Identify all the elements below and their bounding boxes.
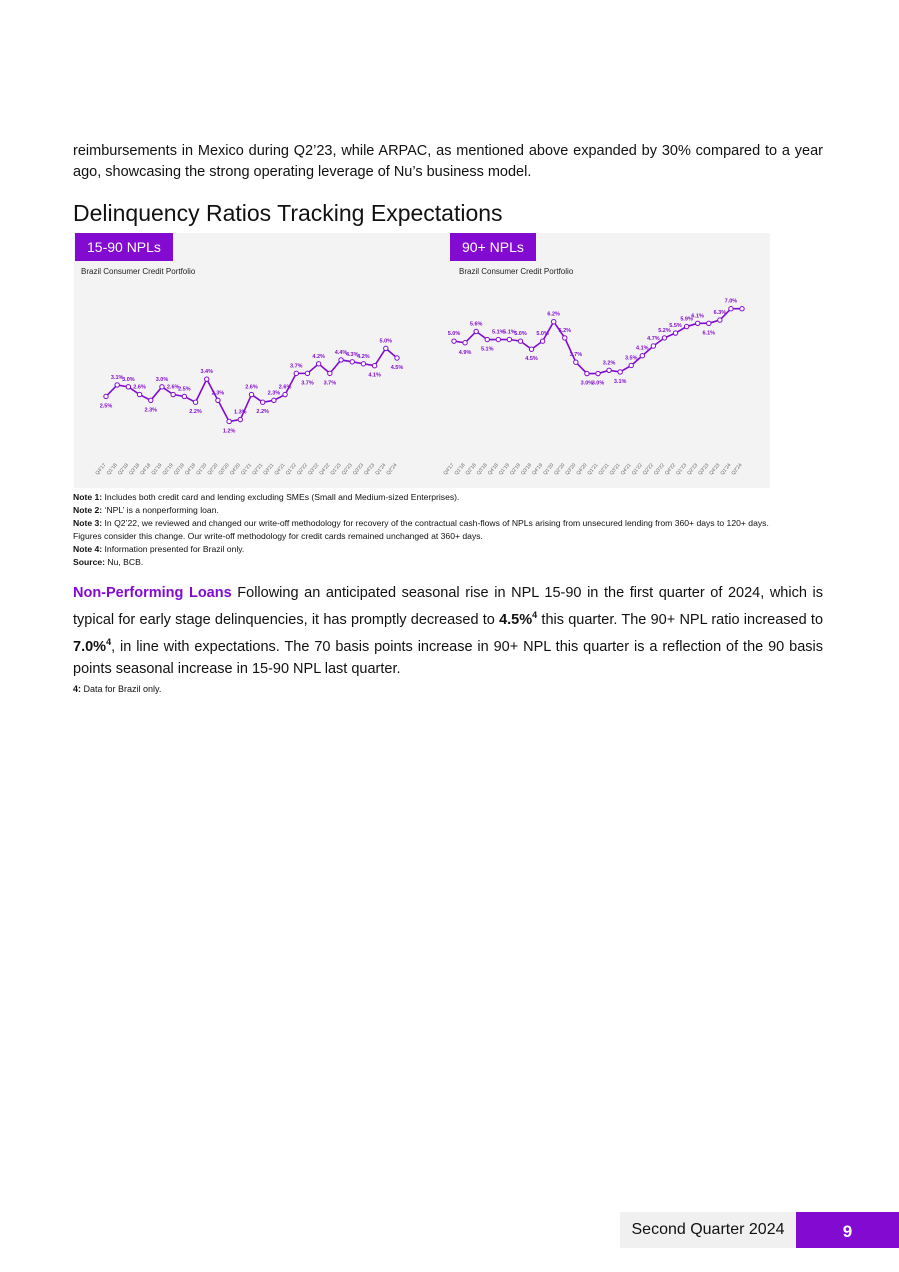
data-label: 5.1%	[492, 329, 505, 336]
data-point	[316, 362, 320, 366]
data-label: 3.1%	[110, 374, 124, 381]
data-label: 2.3%	[211, 390, 225, 397]
x-tick-label: Q4'17	[94, 462, 108, 477]
data-point	[540, 339, 544, 343]
x-tick-label: Q4'20	[228, 462, 242, 477]
data-label: 5.2%	[558, 327, 572, 334]
x-tick-label: Q3'20	[217, 462, 231, 477]
x-tick-label: Q2'19	[161, 462, 175, 477]
data-label: 5.0%	[379, 338, 393, 345]
note-source: Source: Nu, BCB.	[73, 557, 144, 567]
data-point	[227, 419, 231, 423]
data-label: 3.2%	[602, 360, 616, 367]
data-label: 4.7%	[647, 336, 660, 342]
x-tick-label: Q4'20	[575, 462, 589, 477]
data-label: 4.2%	[357, 353, 370, 360]
x-tick-label: Q2'20	[206, 462, 220, 477]
data-point	[115, 383, 119, 387]
data-point	[171, 392, 175, 396]
data-point	[673, 331, 677, 335]
data-label: 5.9%	[680, 316, 693, 323]
data-point	[260, 400, 264, 404]
data-point	[238, 417, 242, 421]
data-point	[563, 336, 567, 340]
x-tick-label: Q2'21	[597, 462, 611, 477]
data-point	[361, 362, 365, 366]
data-point	[160, 385, 164, 389]
data-point	[695, 321, 699, 325]
data-point	[216, 398, 220, 402]
data-label: 4.5%	[390, 365, 404, 371]
x-tick-label: Q3'21	[608, 462, 622, 477]
note-4: Note 4: Information presented for Brazil only.	[73, 544, 245, 554]
x-tick-label: Q3'22	[652, 462, 666, 477]
data-label: 2.5%	[178, 386, 191, 393]
x-tick-label: Q4'21	[619, 462, 633, 477]
x-tick-label: Q4'21	[273, 462, 287, 477]
data-label: 3.7%	[301, 380, 314, 387]
data-label: 2.6%	[166, 384, 180, 391]
data-label: 5.0%	[447, 331, 461, 338]
data-point	[629, 363, 633, 367]
data-label: 2.2%	[189, 409, 202, 416]
data-label: 6.1%	[691, 313, 704, 320]
x-tick-label: Q2'20	[553, 462, 567, 477]
x-tick-label: Q2'18	[116, 462, 130, 477]
x-tick-label: Q4'19	[183, 462, 198, 477]
x-tick-label: Q1'19	[150, 462, 164, 477]
x-tick-label: Q2'24	[730, 462, 744, 477]
footnote-4: 4: Data for Brazil only.	[73, 684, 162, 694]
data-point	[249, 392, 253, 396]
x-tick-label: Q1'23	[675, 462, 689, 477]
data-label: 4.9%	[458, 349, 472, 356]
data-point	[596, 371, 600, 375]
data-label: 3.5%	[624, 355, 638, 362]
data-point	[372, 363, 376, 367]
x-tick-label: Q3'22	[307, 462, 321, 477]
data-point	[684, 324, 688, 328]
data-label: 5.1%	[480, 346, 494, 353]
data-point	[740, 307, 744, 311]
x-tick-label: Q4'18	[139, 462, 153, 477]
data-point	[518, 339, 522, 343]
x-tick-label: Q1'19	[497, 462, 511, 477]
intro-paragraph: reimbursements in Mexico during Q2’23, while ARPAC, as mentioned above expanded by 30% compared to a year ago, showcasing the strong operating leverage of Nu’s business model.	[73, 143, 823, 180]
data-label: 2.6%	[133, 384, 146, 391]
data-label: 6.2%	[547, 311, 560, 318]
data-label: 6.1%	[702, 330, 716, 337]
data-point	[707, 321, 711, 325]
data-point	[529, 347, 533, 351]
data-label: 3.4%	[200, 369, 214, 376]
x-tick-label: Q3'23	[697, 462, 711, 477]
npl-charts-panel	[74, 233, 770, 488]
data-point	[339, 358, 343, 362]
data-point	[104, 394, 108, 398]
data-label: 1.3%	[234, 409, 247, 416]
data-point	[729, 307, 733, 311]
data-label: 2.6%	[278, 384, 292, 391]
data-label: 3.7%	[289, 363, 303, 370]
x-tick-label: Q1'21	[239, 462, 254, 477]
x-tick-label: Q3'19	[172, 462, 186, 477]
x-tick-label: Q4'19	[531, 462, 545, 477]
data-label: 3.7%	[323, 380, 337, 387]
chart-subtitle-90-plus: Brazil Consumer Credit Portfolio	[459, 267, 574, 276]
x-tick-label: Q4'22	[318, 462, 332, 477]
data-point	[193, 400, 197, 404]
data-label: 2.2%	[256, 409, 269, 416]
paragraph-lead: Non-Performing Loans	[73, 585, 232, 601]
x-tick-label: Q1'20	[195, 462, 209, 477]
note-2: Note 2: ‘NPL’ is a nonperforming loan.	[73, 505, 219, 515]
x-tick-label: Q2'23	[340, 462, 354, 477]
data-point	[463, 341, 467, 345]
data-label: 2.3%	[267, 390, 281, 397]
data-label: 4.5%	[525, 356, 538, 363]
x-tick-label: Q1'24	[374, 462, 388, 477]
data-label: 2.5%	[99, 403, 113, 410]
data-label: 5.1%	[503, 329, 516, 336]
x-tick-label: Q1'20	[542, 462, 556, 477]
data-label: 3.0%	[580, 380, 594, 387]
data-point	[474, 329, 478, 333]
footer-period-label: Second Quarter 2024	[620, 1212, 796, 1248]
x-tick-label: Q2'22	[295, 462, 309, 477]
chart-subtitle-15-90: Brazil Consumer Credit Portfolio	[81, 267, 196, 276]
data-point	[485, 337, 489, 341]
x-tick-label: Q2'19	[508, 462, 522, 477]
chart-tag-90-plus: 90+ NPLs	[450, 233, 536, 261]
data-label: 5.2%	[658, 327, 671, 334]
data-point	[305, 371, 309, 375]
x-tick-label: Q2'23	[686, 462, 700, 477]
data-point	[283, 392, 287, 396]
x-tick-label: Q1'23	[329, 462, 343, 477]
x-tick-label: Q2'18	[464, 462, 478, 477]
npl-15-90-value: 4.5%	[499, 611, 533, 628]
data-point	[607, 368, 611, 372]
data-label: 7.0%	[724, 298, 738, 305]
x-tick-label: Q3'18	[475, 462, 489, 477]
data-point	[205, 377, 209, 381]
chart-notes	[73, 491, 773, 569]
data-point	[328, 371, 332, 375]
x-tick-label: Q2'24	[385, 462, 399, 477]
x-tick-label: Q4'23	[708, 462, 722, 477]
x-tick-label: Q1'22	[284, 462, 298, 477]
data-label: 3.1%	[613, 378, 627, 385]
x-tick-label: Q3'18	[128, 462, 142, 477]
x-tick-label: Q3'20	[564, 462, 578, 477]
data-label: 3.0%	[155, 376, 169, 383]
data-label: 2.3%	[144, 407, 158, 414]
note-1: Note 1: Includes both credit card and lending excluding SMEs (Small and Medium-sized Enterprises).	[73, 492, 460, 502]
data-label: 4.2%	[312, 353, 325, 360]
data-point	[651, 344, 655, 348]
data-point	[294, 371, 298, 375]
chart-tag-15-90: 15-90 NPLs	[75, 233, 173, 261]
x-tick-label: Q1'22	[630, 462, 644, 477]
data-point	[585, 371, 589, 375]
x-tick-label: Q3'19	[519, 462, 534, 477]
data-point	[507, 337, 511, 341]
x-tick-label: Q4'22	[663, 462, 678, 477]
data-point	[662, 336, 666, 340]
data-label: 2.6%	[245, 384, 258, 391]
data-label: 4.3%	[345, 351, 359, 358]
data-point	[718, 318, 722, 322]
npl-line-charts	[74, 233, 770, 488]
x-tick-label: Q1'24	[719, 462, 733, 477]
data-point	[384, 346, 388, 350]
data-label: 5.0%	[536, 331, 549, 338]
data-label: 4.1%	[636, 345, 649, 352]
section-title: Delinquency Ratios Tracking Expectations	[73, 200, 503, 226]
x-tick-label: Q4'17	[442, 462, 456, 477]
npl-90-value: 7.0%	[73, 638, 107, 655]
data-label: 1.2%	[222, 428, 236, 435]
data-label: 3.0%	[591, 380, 605, 387]
x-tick-label: Q4'23	[363, 462, 377, 477]
x-tick-label: Q1'18	[105, 462, 119, 477]
x-tick-label: Q3'21	[262, 462, 276, 477]
note-3: Note 3: In Q2’22, we reviewed and changed our write-off methodology for recovery of the contractual cash-flows of NPLs arising from unsecured lending from 360+ days to 120+ days. Figures consider this change. Our write-off methodology for credit cards remained unchanged at 360+ days.	[73, 518, 769, 541]
data-point	[126, 385, 130, 389]
data-point	[395, 356, 399, 360]
data-point	[149, 398, 153, 402]
data-label: 6.3%	[713, 310, 727, 317]
data-point	[551, 319, 555, 323]
data-point	[452, 339, 456, 343]
data-point	[640, 354, 644, 358]
data-label: 5.0%	[514, 331, 527, 338]
npl-paragraph: Non-Performing Loans Following an anticipated seasonal rise in NPL 15-90 in the first quarter of 2024, which is typical for early stage delinquencies, it has promptly decreased to 4.5%$^4$ this quarter. The 90+ NPL ratio increased to 7.0%$^4$, in line with expectations. The 70 basis points increase in 90+ NPL this quarter is a reflection of the 90 basis points seasonal increase in 15-90 NPL last quarter.	[73, 585, 824, 677]
data-label: 4.4%	[334, 349, 348, 356]
x-tick-label: Q2'22	[641, 462, 655, 477]
data-label: 3.7%	[569, 352, 583, 359]
x-tick-label: Q1'21	[586, 462, 600, 477]
x-tick-label: Q1'18	[453, 462, 467, 477]
data-label: 3.0%	[122, 376, 135, 383]
data-point	[574, 360, 578, 364]
data-label: 5.6%	[469, 321, 483, 328]
data-point	[272, 398, 276, 402]
x-tick-label: Q4'18	[486, 462, 500, 477]
x-tick-label: Q3'23	[351, 462, 365, 477]
x-tick-label: Q2'21	[251, 462, 265, 477]
data-point	[350, 360, 354, 364]
data-label: 5.5%	[669, 323, 682, 330]
data-label: 4.1%	[368, 372, 381, 379]
page-number: 9	[796, 1212, 899, 1248]
data-point	[496, 337, 500, 341]
data-point	[137, 392, 141, 396]
data-point	[182, 394, 186, 398]
data-point	[618, 370, 622, 374]
